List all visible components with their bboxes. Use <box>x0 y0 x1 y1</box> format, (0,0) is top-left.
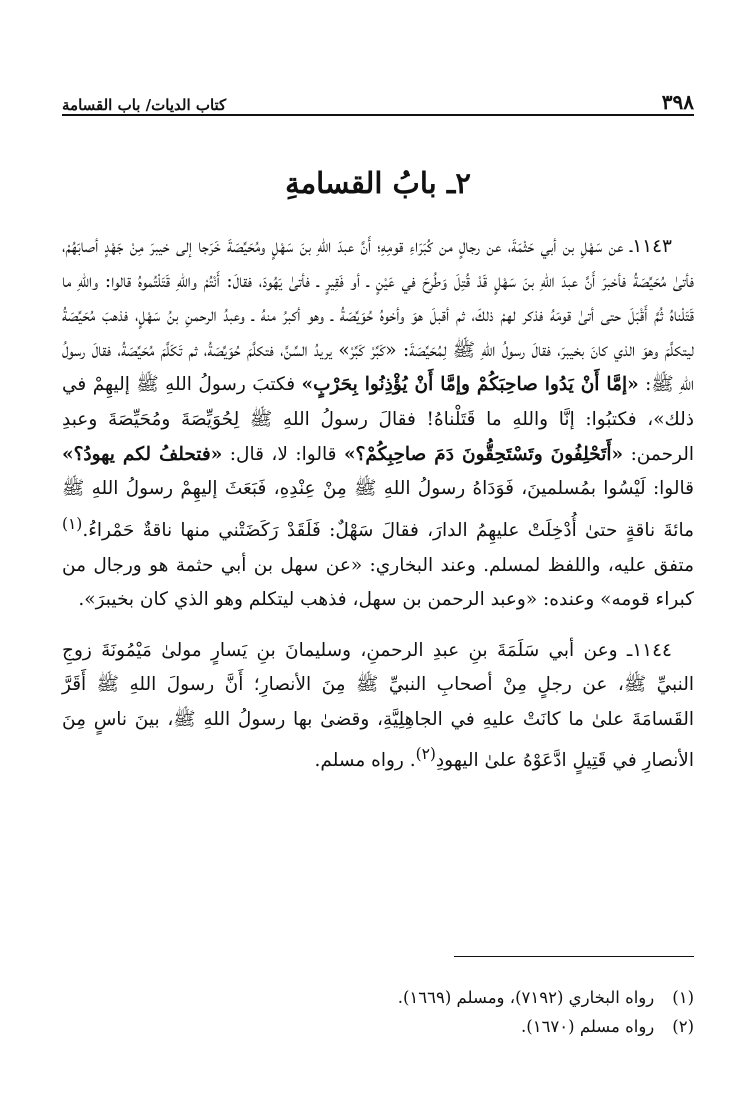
prophet-quote-b: «أَتَحْلِفُونَ وتَسْتَحِقُّونَ دَمَ صاحِبِكُمْ؟» <box>343 443 624 465</box>
page-number: ٣٩٨ <box>661 90 694 114</box>
running-title: كتاب الديات/ باب القسامة <box>62 96 227 114</box>
hadith-1144 <box>62 634 694 780</box>
footnote-marker-1[interactable]: (١) <box>62 514 83 533</box>
footnote-text: رواه البخاري (٧١٩٢)، ومسلم (١٦٦٩). <box>397 988 655 1007</box>
page-header <box>62 80 694 114</box>
hadith-1144-text-2: . رواه مسلم. <box>314 750 416 772</box>
hadith-1143-text-1: ١١٤٣ـ عن سَهْلِ بن أبي حَثْمَةَ، عن رجالٍ من كُبَرَاءِ قومِهِ؛ أَنَّ عبدَ اللهِ بنَ سَهْلٍ ومُحَيِّصَةَ خَرَجا إلى خيبرَ مِنْ جَهْدٍ أصابَهُمْ، فأتىٰ مُحَيِّصَةُ فأخبرَ أَنَّ عبدَ اللهِ بنَ سَهْلٍ قَدْ قُتِلَ وَطُرِحَ في عَيْنٍ ـ أو فَقِيرٍ ـ فأتىٰ يَهُودَ، فقالَ: أَنْتُمْ واللهِ قَتَلْتُموهُ قالوا: واللهِ ما قَتَلْناهُ ثُمَّ أَقْبَلَ حتى أتىٰ قومَهُ فذكر لهمْ ذلكَ، ثم أقبلَ هوَ وأخوهُ حُوَيِّصَةُ ـ وهو أكبرُ منهُ ـ وعبدُ الرحمنِ بنُ سَهْلٍ، فذهبَ مُحَيِّصَةُ ليتكلَّمَ وهوَ الذي كانَ بخيبرَ، فقالَ رسولُ اللهِ ﷺ لِمُحَيِّصَةَ: «كَبِّرْ كَبِّرْ» يريدُ السِّنَّ، فتكلَّمَ حُوَيِّصَةُ، ثم تَكَلَّمَ مُحَيِّصَةُ، فقالَ رسولُ اللهِ ﷺ: <box>62 236 694 396</box>
prophet-quote-c: «فتحلفُ لكم يهودُ؟» <box>62 443 223 465</box>
footnotes <box>62 983 694 1041</box>
prophet-quote-a: «إمَّا أَنْ يَدُوا صاحِبَكُمْ وإمَّا أَنْ يُؤْذِنُوا بِحَرْبٍ» <box>301 374 639 396</box>
header-rule <box>62 114 694 116</box>
footnote-item <box>62 1012 694 1041</box>
hadith-1143-text-4: قالوا: لَيْسُوا بمُسلمينَ، فَوَدَاهُ رسولُ اللهِ ﷺ مِنْ عِنْدِهِ، فَبَعَثَ إليهِمْ رسولُ اللهِ ﷺ مائةَ ناقةٍ حتىٰ أُدْخِلَتْ عليهِمُ الدارَ، فقالَ سَهْلٌ: فَلَقَدْ رَكَضَتْني منها ناقةٌ حَمْراءُ. <box>62 478 694 541</box>
footnote-marker-2[interactable]: (٢) <box>415 745 436 764</box>
footnote-rule <box>454 956 694 957</box>
chapter-title: ٢ـ بابُ القسامةِ <box>285 166 471 200</box>
hadith-1143-text-3: قالوا: لا، قال: <box>229 443 337 465</box>
footnote-text: رواه مسلم (١٦٧٠). <box>521 1017 655 1036</box>
hadith-1144-text-1: ١١٤٤ـ وعن أبي سَلَمَةَ بنِ عبدِ الرحمنِ، وسليمانَ بنِ يَسارٍ مولىٰ مَيْمُونَةَ زوجِ النبيِّ ﷺ، عن رجلٍ مِنْ أصحابِ النبيِّ ﷺ مِنَ الأنصارِ؛ أَنَّ رسولَ اللهِ ﷺ أَقَرَّ القَسامَةَ علىٰ ما كانَتْ عليهِ في الجاهِلِيَّةِ، وقضىٰ بها رسولُ اللهِ ﷺ، بينَ ناسٍ مِنَ الأنصارِ في قَتِيلٍ ادَّعَوْهُ علىٰ اليهودِ <box>62 639 694 772</box>
footnote-number: (٢) <box>672 1017 694 1036</box>
hadith-1143-text-2: فكتبَ رسولُ اللهِ ﷺ إليهِمْ في ذلك»، فكتبُوا: إنَّا واللهِ ما قَتَلْناهُ! فقالَ رسولُ اللهِ ﷺ لِحُوَيِّصَةَ ومُحَيِّصَةَ وعبدِ الرحمن: <box>62 374 695 465</box>
footnote-number: (١) <box>672 988 694 1007</box>
main-text <box>62 230 694 795</box>
footnote-item <box>62 983 694 1012</box>
hadith-1143-text-5: متفق عليه، واللفظ لمسلم. وعند البخاري: «عن سهل بن أبي حثمة هو ورجال من كبراء قومه» وعنده: «وعبد الرحمن بن سهل، فذهب ليتكلم وهو الذي كان بخيبرَ». <box>62 554 694 611</box>
hadith-1143 <box>62 230 694 618</box>
